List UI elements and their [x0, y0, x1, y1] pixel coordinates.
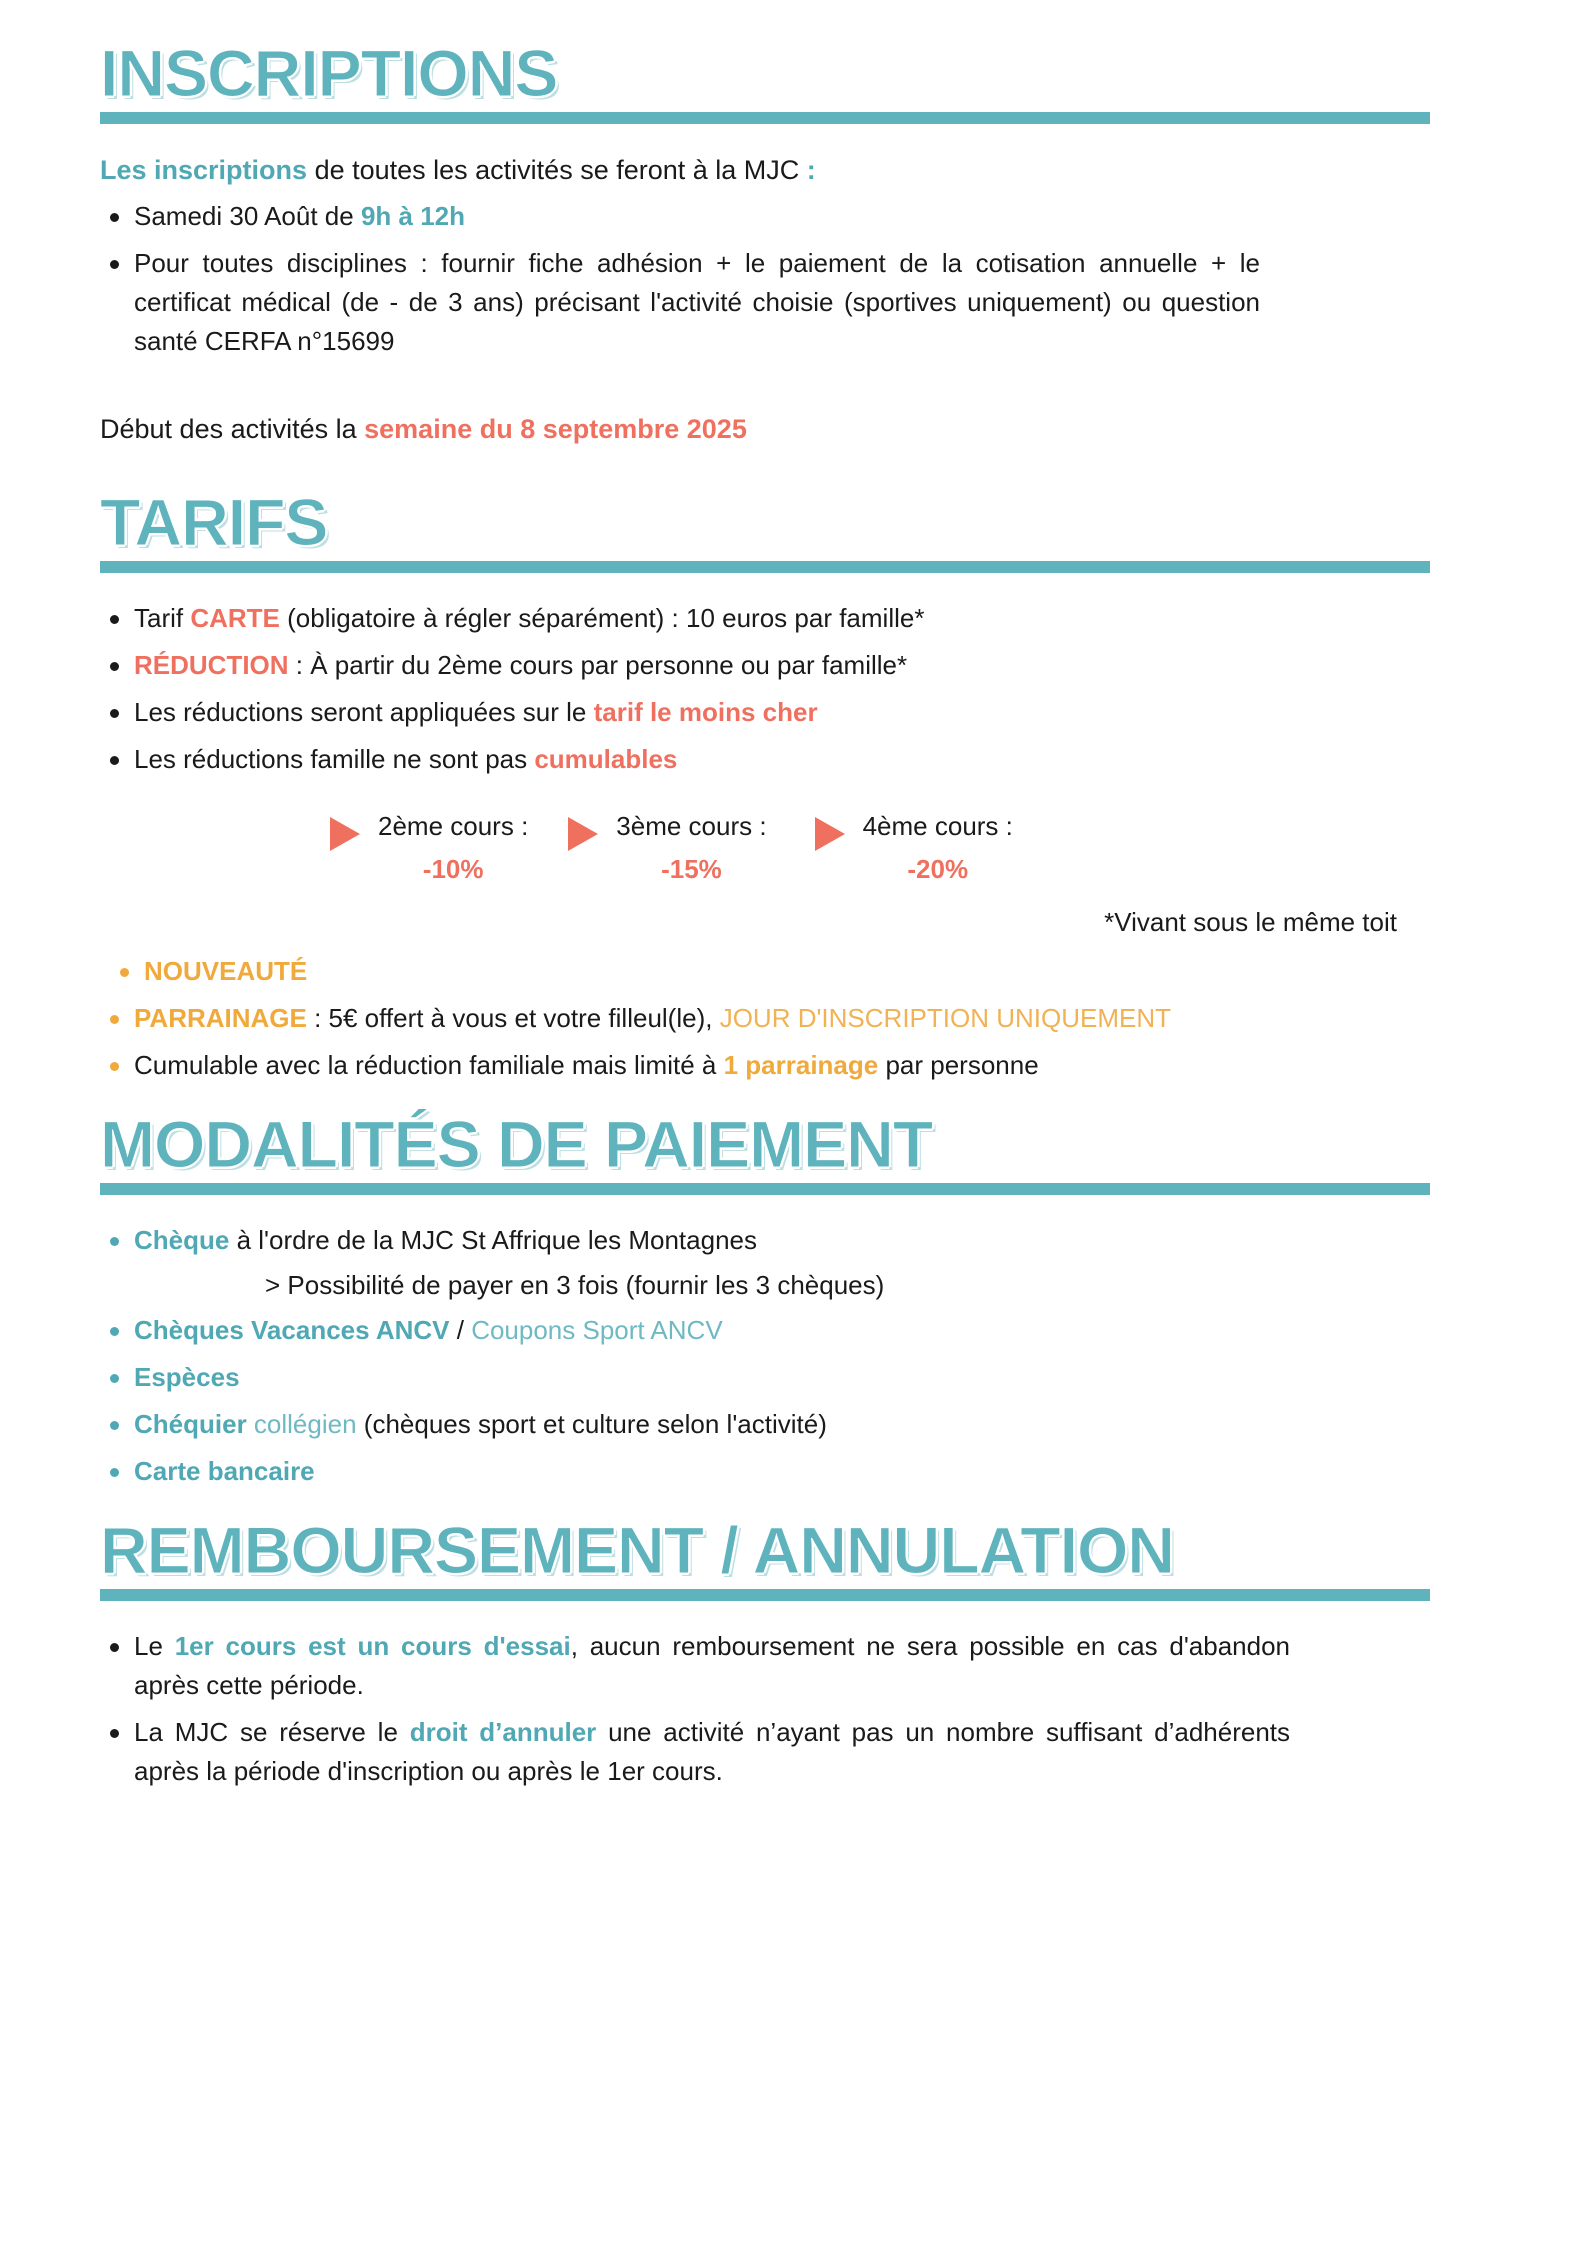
section-heading-remboursement	[100, 1513, 1507, 1609]
item-pre: Les réductions seront appliquées sur le	[134, 697, 594, 727]
tarifs-list	[100, 599, 1507, 779]
parrainage-list	[100, 999, 1507, 1085]
item-soft: Coupons Sport ANCV	[471, 1315, 723, 1346]
list-item	[100, 646, 1507, 685]
item-highlight: Chèques Vacances ANCV	[134, 1315, 450, 1346]
item-sep: /	[449, 1315, 472, 1346]
heading-text: REMBOURSEMENT / ANNULATION	[100, 1513, 1174, 1588]
list-item	[100, 1713, 1290, 1791]
discount-item	[815, 809, 1013, 885]
heading-underline	[100, 561, 1430, 573]
triangle-icon	[330, 817, 360, 851]
heading-underline	[100, 1183, 1430, 1195]
item-sep	[247, 1409, 254, 1439]
intro-rest: de toutes les activités se feront à la MJC	[307, 155, 807, 185]
heading-underline	[100, 112, 1430, 124]
list-item	[100, 244, 1260, 361]
discount-text	[378, 809, 528, 885]
debut-pre: Début des activités la	[100, 413, 365, 444]
inscriptions-intro	[100, 150, 1507, 191]
discount-text	[863, 809, 1013, 885]
discount-value: -20%	[907, 854, 969, 885]
cumulable-pre: Cumulable avec la réduction familiale mais limité à	[134, 1050, 724, 1081]
heading-underline	[100, 1589, 1430, 1601]
discount-label: 2ème cours :	[378, 811, 529, 841]
list-item	[100, 1405, 1507, 1444]
item-pre: Le	[134, 1631, 175, 1662]
discount-item	[330, 809, 528, 885]
list-item	[100, 999, 1260, 1038]
intro-strong: Les inscriptions	[100, 155, 308, 185]
item-pre: Samedi 30 Août de	[134, 200, 361, 231]
nouveaute-label: NOUVEAUTÉ	[144, 956, 308, 987]
list-item	[100, 1627, 1290, 1705]
item-pre: Les réductions famille ne sont pas	[134, 744, 535, 774]
item-post: : À partir du 2ème cours par personne ou par famille*	[288, 650, 908, 680]
paiement-list	[100, 1311, 1507, 1491]
intro-colon: :	[806, 155, 816, 185]
list-item	[100, 693, 1507, 732]
heading-text: MODALITÉS DE PAIEMENT	[100, 1107, 933, 1182]
item-highlight: 9h à 12h	[360, 200, 466, 231]
list-item	[110, 952, 1507, 991]
item-soft: collégien	[253, 1409, 357, 1440]
triangle-icon	[815, 817, 845, 851]
section-heading-tarifs	[100, 485, 1507, 581]
parrainage-highlight: JOUR D'INSCRIPTION UNIQUEMENT	[719, 1003, 1171, 1034]
item-highlight: Chèque	[134, 1225, 230, 1256]
list-item	[100, 1046, 1260, 1085]
triangle-icon	[568, 817, 598, 851]
heading-text: INSCRIPTIONS	[100, 36, 558, 110]
remboursement-list	[100, 1627, 1507, 1791]
item-post: (obligatoire à régler séparément) : 10 euros par famille*	[279, 603, 925, 633]
cumulable-post: par personne	[878, 1050, 1039, 1081]
heading-text: TARIFS	[100, 485, 328, 559]
item-highlight: Carte bancaire	[134, 1456, 315, 1487]
item-rest: à l'ordre de la MJC St Affrique les Montagnes	[229, 1225, 757, 1256]
list-item	[100, 1221, 1507, 1260]
list-item	[100, 599, 1507, 638]
tarifs-footnote: *Vivant sous le même toit	[1104, 907, 1397, 938]
item-highlight: tarif le moins cher	[593, 697, 818, 727]
paiement-possibilite: > Possibilité de payer en 3 fois (fournir les 3 chèques)	[265, 1270, 885, 1301]
list-item	[100, 1452, 1507, 1491]
item-highlight: 1er cours est un cours d'essai	[174, 1631, 571, 1662]
discount-row	[330, 809, 1507, 885]
discount-text	[616, 809, 766, 885]
paiement-list-top	[100, 1221, 1507, 1260]
cumulable-highlight: 1 parrainage	[723, 1050, 879, 1081]
item-rest: (chèques sport et culture selon l'activité)	[356, 1409, 827, 1440]
parrainage-label: PARRAINAGE	[134, 1003, 307, 1034]
item-pre: La MJC se réserve le	[134, 1717, 410, 1748]
item-highlight: Espèces	[134, 1362, 240, 1393]
list-item	[100, 740, 1507, 779]
item-pre: Tarif	[134, 603, 191, 633]
list-item	[100, 1311, 1507, 1350]
inscriptions-list	[100, 197, 1507, 361]
discount-value: -15%	[661, 854, 722, 885]
item-highlight: CARTE	[190, 603, 280, 633]
item-highlight: RÉDUCTION	[134, 650, 289, 680]
item-post: une activité n’ayant pas un nombre suffisant d’adhérents après la période d'inscription ou après le 1er cours.	[134, 1717, 1291, 1787]
item-highlight: droit d’annuler	[409, 1717, 597, 1748]
item-pre: Pour toutes disciplines : fournir fiche adhésion + le paiement de la cotisation annuelle + le certificat médical (de - de 3 ans) précisant l'activité choisie (sportives uniquement) ou question santé CERFA n°15699	[134, 247, 1260, 356]
list-item	[100, 1358, 1507, 1397]
section-heading-inscriptions	[100, 36, 1507, 132]
item-highlight: Chéquier	[134, 1409, 247, 1440]
item-highlight: cumulables	[534, 744, 678, 774]
item-post: , aucun remboursement ne sera possible en cas d'abandon après cette période.	[134, 1631, 1290, 1701]
debut-activites	[100, 409, 1507, 450]
nouveaute-list	[110, 952, 1507, 991]
list-item	[100, 197, 1507, 236]
discount-value: -10%	[422, 854, 484, 885]
parrainage-text: : 5€ offert à vous et votre filleul(le),	[306, 1003, 720, 1034]
discount-item	[568, 809, 766, 885]
discount-label: 4ème cours :	[862, 811, 1013, 841]
discount-label: 3ème cours :	[616, 811, 767, 841]
debut-highlight: semaine du 8 septembre 2025	[364, 413, 747, 444]
section-heading-paiement	[100, 1107, 1507, 1203]
